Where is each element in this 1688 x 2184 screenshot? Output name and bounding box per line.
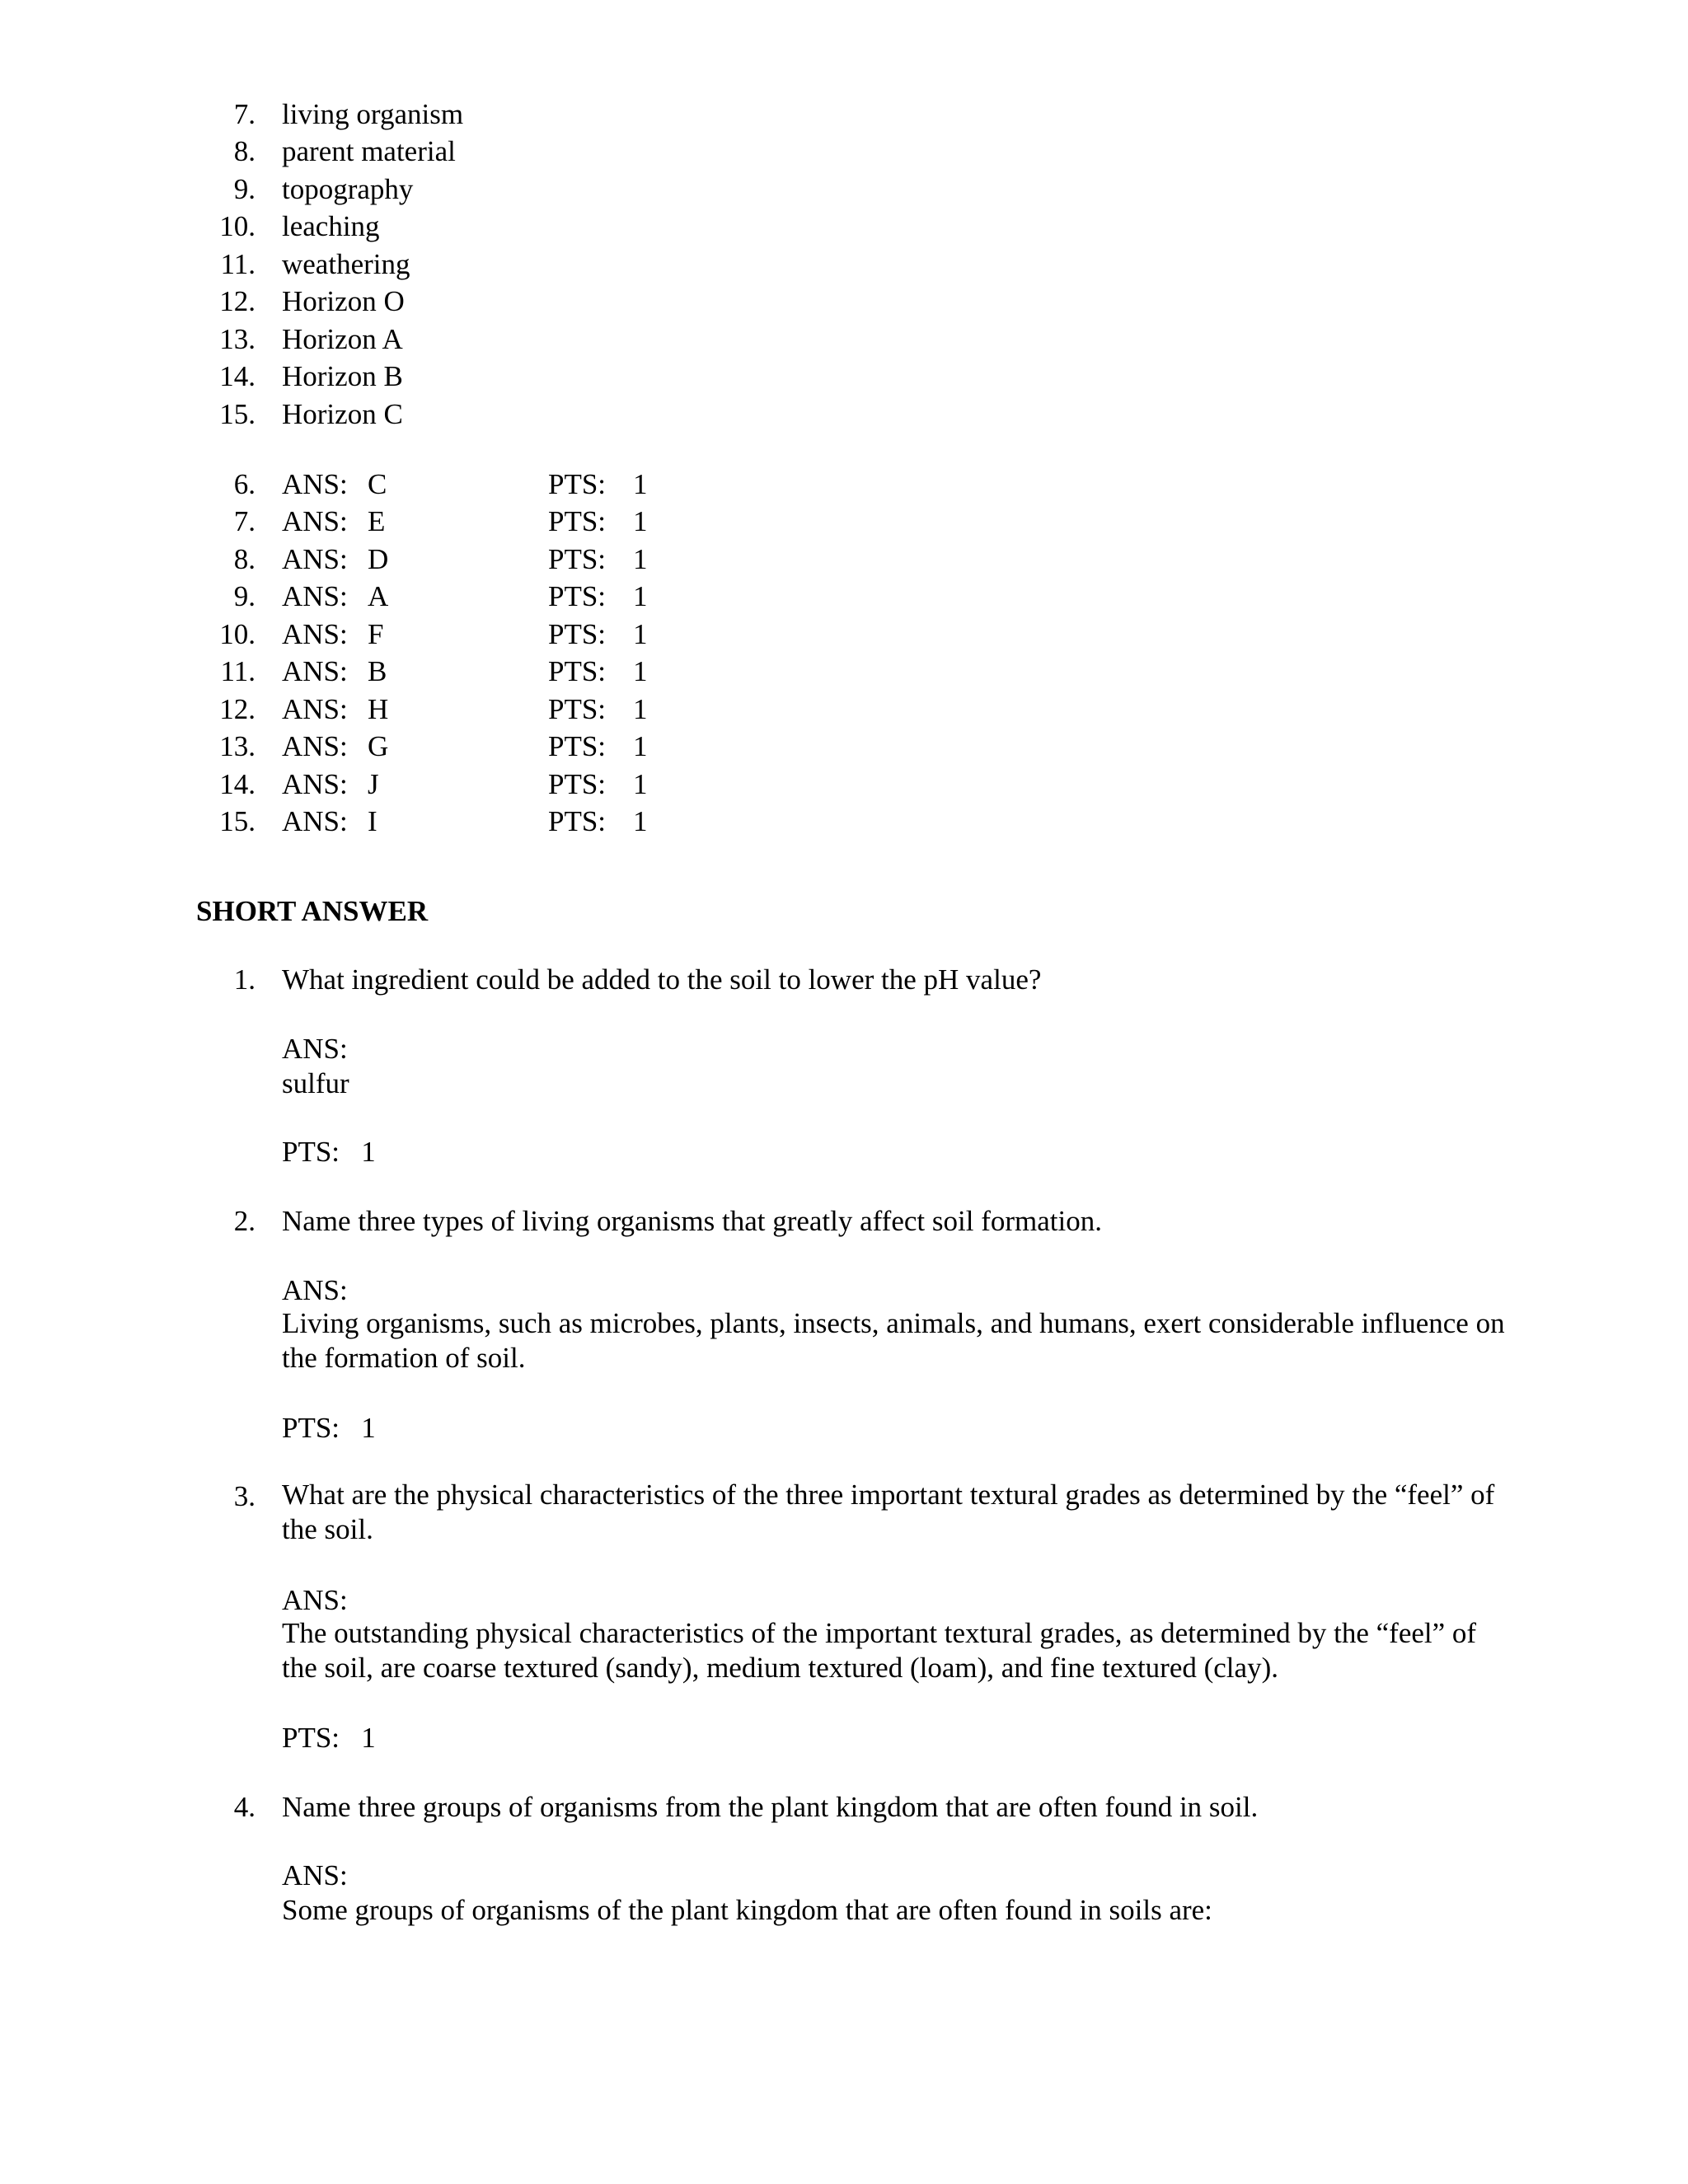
item-number: 15. [219, 398, 256, 430]
answer-number: 11. [220, 655, 256, 687]
ans-label: ANS: [282, 505, 348, 537]
answer-text: The outstanding physical characteristics of the important textural grades, as determined by the “feel” of the soil, are coarse textured (sandy), medium textured (loam), and fine textured (clay). [282, 1617, 1477, 1684]
answer-number: 9. [233, 580, 256, 612]
item-term: Horizon A [282, 323, 403, 355]
pts-line: PTS: 1 [282, 1136, 376, 1168]
ans-label: ANS: [282, 468, 348, 500]
pts-label: PTS: [548, 768, 607, 800]
pts-label: PTS: [548, 655, 607, 687]
answer-number: 13. [219, 730, 256, 762]
ans-value: F [368, 618, 384, 650]
item-term: weathering [282, 248, 410, 280]
pts-label: PTS: [548, 730, 607, 762]
ans-label: ANS: [282, 655, 348, 687]
pts-label: PTS: [548, 468, 607, 500]
item-number: 8. [233, 135, 256, 167]
ans-label: ANS: [282, 1584, 348, 1616]
item-term: living organism [282, 98, 464, 130]
answer-number: 15. [219, 805, 256, 837]
answer-number: 6. [233, 468, 256, 500]
pts-value: 1 [633, 468, 648, 500]
answer-text: Some groups of organisms of the plant kingdom that are often found in soils are: [282, 1894, 1212, 1926]
ans-value: A [368, 580, 389, 612]
question-text: What ingredient could be added to the soil to lower the pH value? [282, 963, 1042, 996]
question-number: 4. [233, 1791, 256, 1823]
question-number: 1. [233, 963, 256, 996]
answer-number: 7. [233, 505, 256, 537]
ans-label: ANS: [282, 1859, 348, 1891]
ans-label: ANS: [282, 805, 348, 837]
question-number: 2. [233, 1205, 256, 1237]
item-term: topography [282, 173, 414, 205]
section-heading: SHORT ANSWER [196, 895, 429, 927]
ans-value: B [368, 655, 387, 687]
ans-label: ANS: [282, 618, 348, 650]
question-text: Name three types of living organisms that greatly affect soil formation. [282, 1205, 1102, 1237]
pts-label: PTS: [548, 580, 607, 612]
pts-value: 1 [633, 505, 648, 537]
pts-value: 1 [633, 768, 648, 800]
pts-label: PTS: [548, 543, 607, 575]
item-number: 9. [233, 173, 256, 205]
item-term: Horizon C [282, 398, 403, 430]
pts-label: PTS: [548, 805, 607, 837]
item-number: 13. [219, 323, 256, 355]
ans-label: ANS: [282, 1274, 348, 1306]
item-number: 7. [233, 98, 256, 130]
pts-line: PTS: 1 [282, 1722, 376, 1754]
pts-label: PTS: [548, 618, 607, 650]
item-number: 10. [219, 210, 256, 242]
item-term: leaching [282, 210, 380, 242]
item-number: 12. [219, 285, 256, 317]
pts-label: PTS: [548, 505, 607, 537]
answer-number: 12. [219, 693, 256, 725]
ans-label: ANS: [282, 768, 348, 800]
item-term: Horizon B [282, 360, 403, 392]
answer-number: 14. [219, 768, 256, 800]
ans-value: J [368, 768, 379, 800]
ans-label: ANS: [282, 580, 348, 612]
item-number: 14. [219, 360, 256, 392]
ans-value: D [368, 543, 389, 575]
question-number: 3. [233, 1480, 256, 1512]
answer-number: 10. [219, 618, 256, 650]
pts-value: 1 [633, 730, 648, 762]
item-number: 11. [220, 248, 256, 280]
item-term: parent material [282, 135, 456, 167]
pts-value: 1 [633, 655, 648, 687]
question-text: What are the physical characteristics of the three important textural grades as determined by the “feel” of the soil. [282, 1479, 1495, 1545]
answer-number: 8. [233, 543, 256, 575]
answer-text: Living organisms, such as microbes, plants, insects, animals, and humans, exert considerable influence on the formation of soil. [282, 1307, 1505, 1374]
pts-value: 1 [633, 580, 648, 612]
ans-label: ANS: [282, 543, 348, 575]
pts-line: PTS: 1 [282, 1412, 376, 1444]
pts-value: 1 [633, 805, 648, 837]
question-text: Name three groups of organisms from the plant kingdom that are often found in soil. [282, 1791, 1259, 1823]
pts-value: 1 [633, 618, 648, 650]
answer-text: sulfur [282, 1067, 349, 1099]
item-term: Horizon O [282, 285, 405, 317]
ans-value: I [368, 805, 377, 837]
ans-label: ANS: [282, 730, 348, 762]
ans-label: ANS: [282, 693, 348, 725]
ans-value: E [368, 505, 386, 537]
ans-value: H [368, 693, 389, 725]
ans-value: G [368, 730, 389, 762]
ans-value: C [368, 468, 387, 500]
pts-label: PTS: [548, 693, 607, 725]
ans-label: ANS: [282, 1033, 348, 1065]
pts-value: 1 [633, 543, 648, 575]
pts-value: 1 [633, 693, 648, 725]
